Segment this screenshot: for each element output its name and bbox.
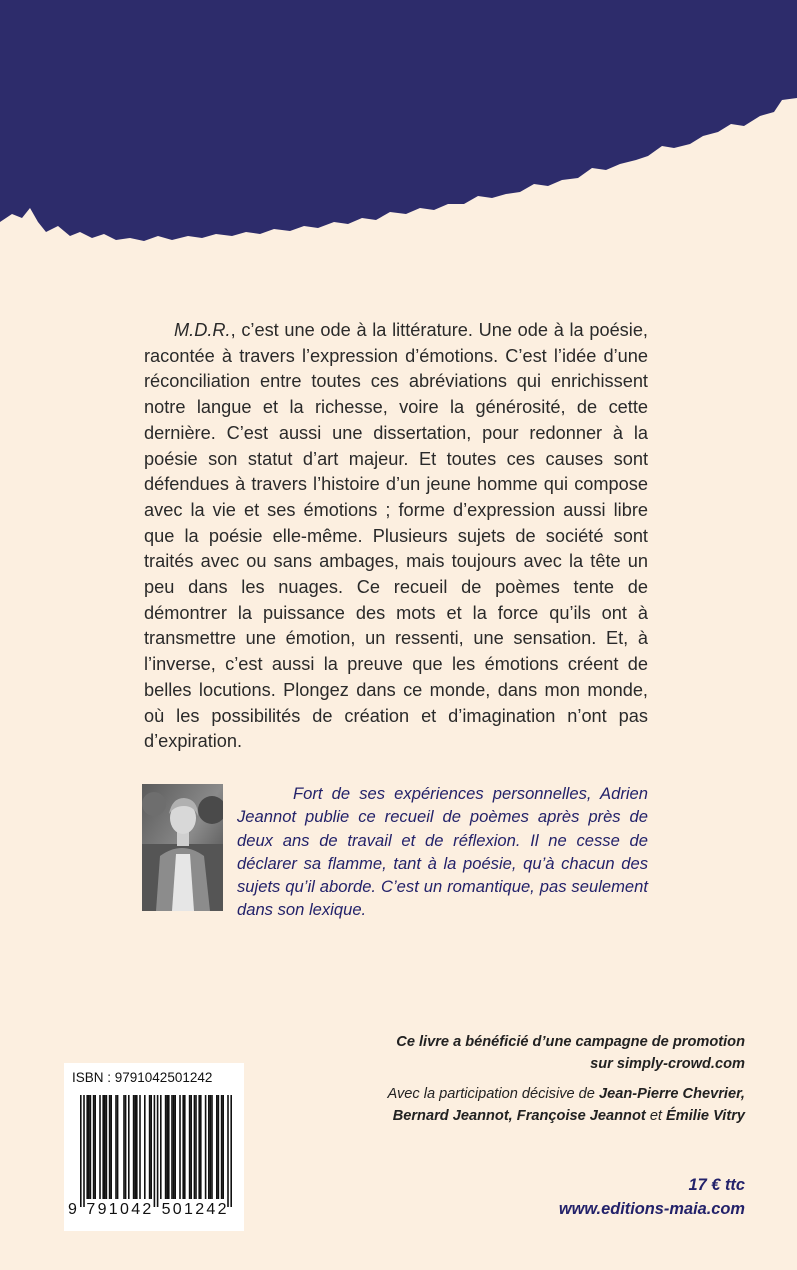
author-bio: Fort de ses expériences personnelles, Adrien Jeannot publie ce recueil de poèmes après près de deux ans de travail et de réflexion. Il ne cesse de déclarer sa flamme, tant à la poésie, qu’à chacun des sujets qu’il aborde. C’est un romantique, pas seulement dans son lexique. (237, 784, 648, 920)
barcode-bar (157, 1095, 159, 1207)
barcode-bar (110, 1095, 112, 1199)
barcode-bar (208, 1095, 210, 1199)
price: 17 € ttc (688, 1176, 745, 1194)
barcode-bar (99, 1095, 101, 1199)
barcode-bar (160, 1095, 162, 1199)
barcode-bar (133, 1095, 135, 1199)
barcode-bar (94, 1095, 96, 1199)
barcode-bar (115, 1095, 117, 1199)
barcode-digit: 2 (195, 1201, 205, 1218)
barcode-block (64, 1063, 244, 1231)
barcode-bar (106, 1095, 108, 1199)
promo-line-1: Ce livre a bénéficié d’une campagne de promotion (396, 1034, 745, 1050)
barcode-bar (136, 1095, 138, 1199)
participation-names-2: Bernard Jeannot, Françoise Jeannot (392, 1107, 646, 1124)
barcode-bar (221, 1095, 223, 1199)
barcode-bar (198, 1095, 200, 1199)
barcode-bar (222, 1095, 224, 1199)
barcode-bar (83, 1095, 85, 1207)
barcode-bar (109, 1095, 111, 1199)
barcode-digit: 1 (108, 1201, 118, 1218)
barcode-bar (190, 1095, 192, 1199)
barcode-bar (166, 1095, 168, 1199)
barcode-bar (216, 1095, 218, 1199)
barcode-bar (195, 1095, 197, 1199)
barcode-bar (149, 1095, 151, 1199)
barcode-digit: 9 (97, 1201, 107, 1218)
barcode-bar (88, 1095, 90, 1199)
barcode-bar (86, 1095, 88, 1199)
participation-connector: et (649, 1107, 662, 1124)
barcode-bar (171, 1095, 173, 1199)
barcode-bar (125, 1095, 127, 1199)
barcode-bar (128, 1095, 130, 1199)
participation-intro: Avec la participation décisive de (387, 1086, 595, 1102)
back-cover-blurb (144, 318, 648, 755)
barcode-bar (173, 1095, 175, 1199)
book-title: M.D.R. (174, 320, 231, 340)
barcode-digit: 4 (206, 1201, 216, 1218)
participation-note (315, 1084, 745, 1127)
participation-names-3: Émilie Vitry (666, 1107, 745, 1124)
barcode-bar (165, 1095, 167, 1199)
publisher-website: www.editions-maia.com (558, 1200, 745, 1218)
barcode-bar (123, 1095, 125, 1199)
barcode-bar (210, 1095, 212, 1199)
barcode-digit: 0 (172, 1201, 182, 1218)
author-photo (142, 784, 223, 911)
torn-paper-band (0, 0, 797, 250)
barcode-digit: 7 (86, 1201, 96, 1218)
barcode-bar (211, 1095, 213, 1199)
barcode-bar (150, 1095, 152, 1199)
barcode-bar (182, 1095, 184, 1199)
barcode-digit: 1 (184, 1201, 193, 1218)
barcode-bar (200, 1095, 202, 1199)
barcode-digit: 5 (161, 1201, 171, 1218)
barcode-bar (144, 1095, 146, 1199)
barcode-digit: 4 (131, 1201, 141, 1218)
barcode-bar (102, 1095, 104, 1199)
barcode-bar (154, 1095, 156, 1207)
barcode-bar (80, 1095, 82, 1207)
barcode-bar (139, 1095, 141, 1199)
blurb-text: , c’est une ode à la littérature. Une ode à la poésie, racontée à travers l’expression d’émotions. C’est l’idée d’une réconciliation entre toutes ces abréviations qui enrichissent notre langue et la richesse, voire la générosité, de cette dernière. C’est aussi une dissertation, pour redonner à la poésie son statut d’art majeur. Et toutes ces causes sont défendues à travers l’histoire d’un jeune homme qui compose avec la vie et ses émotions ; forme d’expression aussi libre que la poésie elle-même. Plusieurs sujets de société sont traités avec ou sans ambages, mais toujours avec la tête un peu dans les nuages. Ce recueil de poèmes tente de démontrer la puissance des mots et la force qu’ils ont à transmettre une émotion, un ressenti, une sensation. Et, à l’inverse, c’est aussi la preuve que les émotions créent de belles locutions. Plongez dans ce monde, dans mon monde, où les possibilités de création et d’imagination n’ont pas d’expiration. (144, 320, 648, 752)
barcode-bar (218, 1095, 220, 1199)
promo-note (325, 1032, 745, 1075)
barcode-digit: 9 (68, 1201, 77, 1218)
barcode-bar (134, 1095, 136, 1199)
barcode-bar (168, 1095, 170, 1199)
barcode-bar (174, 1095, 176, 1199)
barcode-digit: 2 (217, 1201, 227, 1218)
barcode-bar (179, 1095, 181, 1199)
barcode-bar (117, 1095, 119, 1199)
barcode-digit: 2 (142, 1201, 152, 1218)
participation-names-1: Jean-Pierre Chevrier, (598, 1086, 745, 1102)
barcode-bar (227, 1095, 229, 1207)
barcode-bar (184, 1095, 186, 1199)
barcode-bar (104, 1095, 106, 1199)
barcode-bar (93, 1095, 95, 1199)
barcode-bar (90, 1095, 92, 1199)
isbn-label: ISBN : 9791042501242 (72, 1070, 213, 1085)
barcode-bar (194, 1095, 196, 1199)
promo-line-2: sur simply-crowd.com (590, 1055, 745, 1072)
barcode-bar (205, 1095, 207, 1199)
barcode-bar (189, 1095, 191, 1199)
barcode-bar (230, 1095, 232, 1207)
barcode-digit: 0 (120, 1201, 129, 1218)
